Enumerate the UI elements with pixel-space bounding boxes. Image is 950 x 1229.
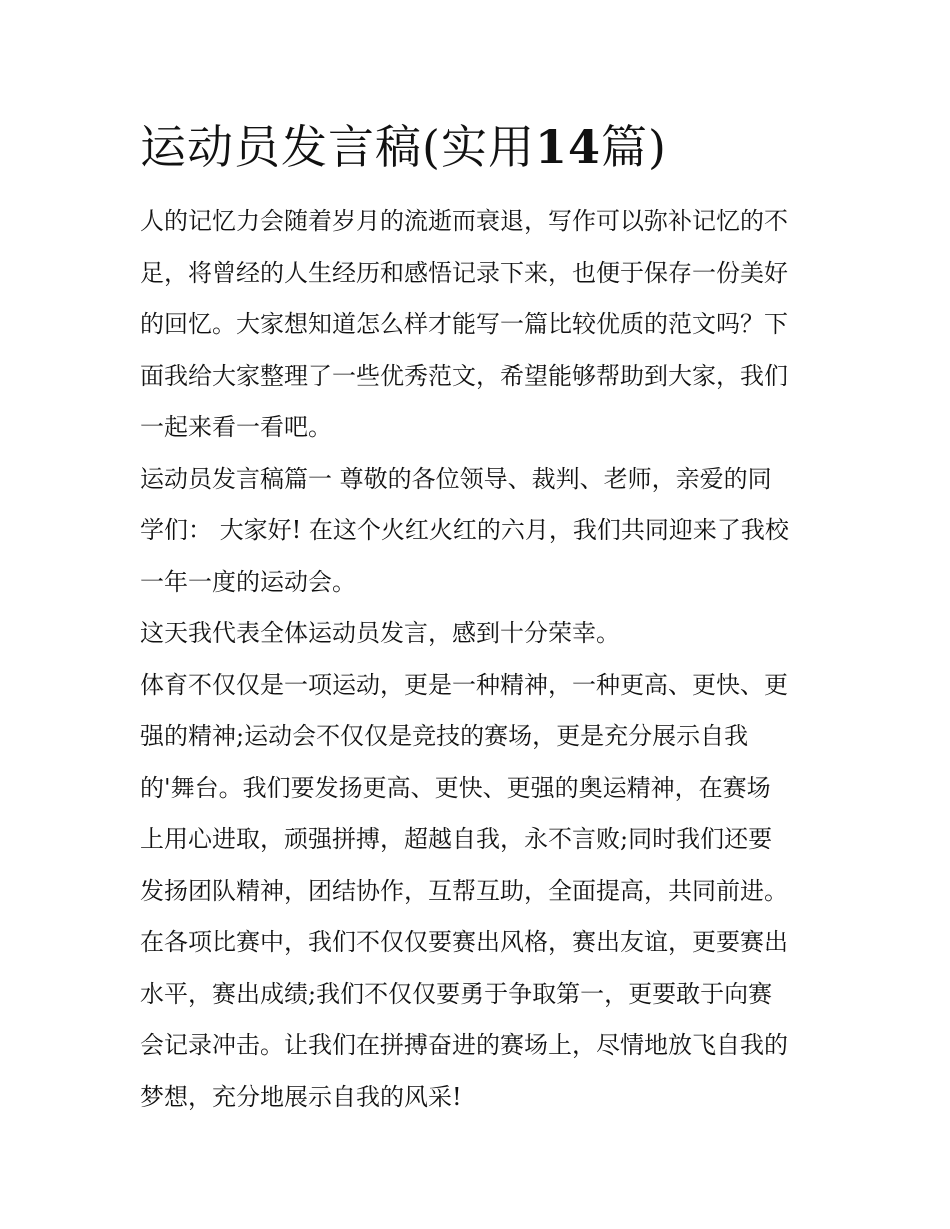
text-line: 上用心进取，顽强拼搏，超越自我，永不言败;同时我们还要 [140,825,773,853]
text-line: 面我给大家整理了一些优秀范文，希望能够帮助到大家，我们 [140,361,788,390]
text-line: 学们： 大家好! 在这个火红火红的六月，我们共同迎来了我校 [140,516,789,544]
text-line: 发扬团队精神，团结协作，互帮互助，全面提高，共同前进。 [140,876,788,905]
title-suffix: 篇) [600,120,667,174]
text-line: 体育不仅仅是一项运动，更是一种精神，一种更高、更快、更 [140,670,788,699]
text-line: 在各项比赛中，我们不仅仅要赛出风格，赛出友谊，更要赛出 [140,928,788,956]
title-number: 14 [534,120,601,174]
text-line: 的'舞台。我们要发扬更高、更快、更强的奥运精神，在赛场 [140,773,771,802]
text-line: 足，将曾经的人生经历和感悟记录下来，也便于保存一份美好 [140,258,788,287]
document-title [140,112,667,182]
text-line: 梦想，充分地展示自我的风采! [140,1082,462,1111]
text-line: 一起来看一看吧。 [140,413,332,441]
document-body [140,196,812,1123]
text-line: 会记录冲击。让我们在拼搏奋进的赛场上，尽情地放飞自我的 [140,1031,788,1059]
text-line: 人的记忆力会随着岁月的流逝而衰退，写作可以弥补记忆的不 [140,207,788,235]
text-line: 运动员发言稿篇一 尊敬的各位领导、裁判、老师，亲爱的同 [140,464,772,493]
text-line: 强的精神;运动会不仅仅是竞技的赛场，更是充分展示自我 [140,722,749,750]
text-line: 的回忆。大家想知道怎么样才能写一篇比较优质的范文吗？下 [140,310,788,338]
text-line: 水平，赛出成绩;我们不仅仅要勇于争取第一，更要敢于向赛 [140,979,773,1008]
text-line: 一年一度的运动会。 [140,567,356,596]
title-prefix: 运动员发言稿(实用 [140,120,535,174]
text-line: 这天我代表全体运动员发言，感到十分荣幸。 [140,619,620,647]
